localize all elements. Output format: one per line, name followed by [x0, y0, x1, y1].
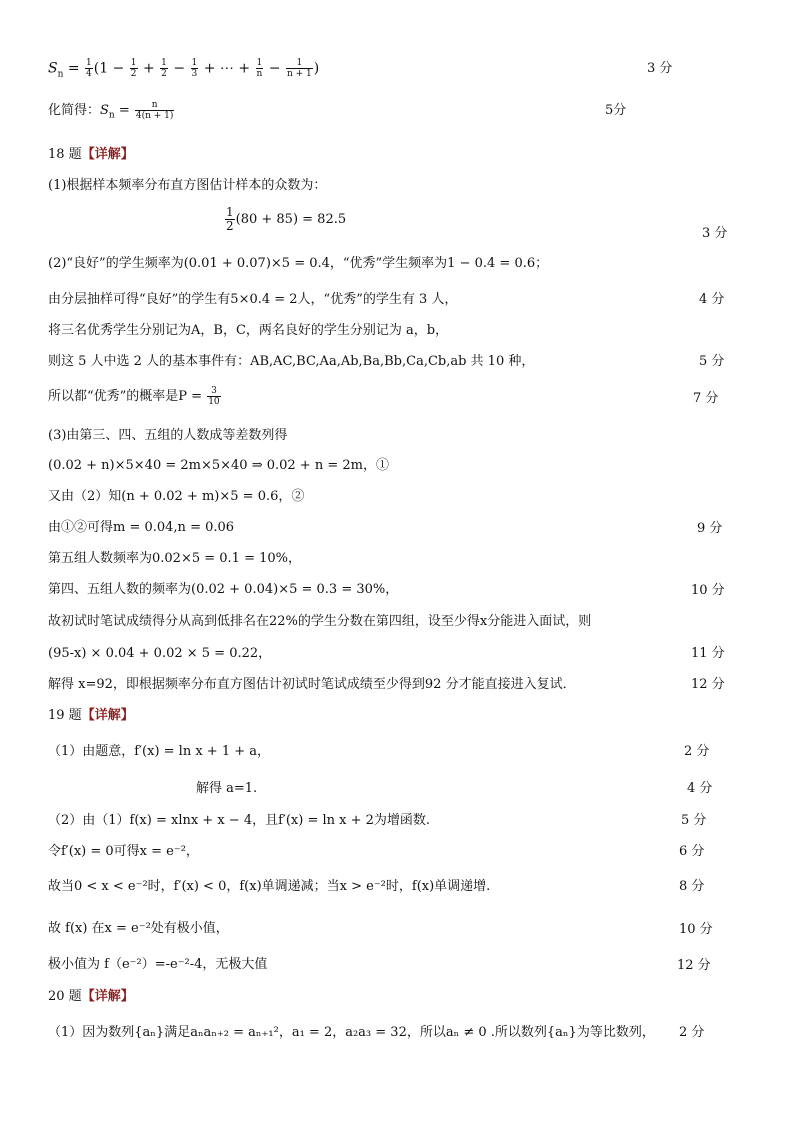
- text-line: 令f′(x) = 0可得x = e⁻²，: [48, 844, 199, 859]
- score-label: 7 分: [693, 391, 719, 406]
- text-line: (1)根据样本频率分布直方图估计样本的众数为：: [48, 178, 327, 193]
- ellipsis-plus: + ⋯ +: [199, 60, 255, 77]
- text-line: (3)由第三、四、五组的人数成等差数列得: [48, 428, 288, 443]
- minus-sign-2: −: [264, 60, 285, 77]
- equals-sign-2: =: [114, 103, 134, 118]
- paren-open: (1 −: [93, 60, 129, 77]
- sum-symbol-2: S: [100, 103, 109, 118]
- fraction-3-10: $\frac{3}{10}$: [208, 386, 220, 407]
- text-line: 由分层抽样可得“良好”的学生有5×0.4 = 2人，“优秀”的学生有 3 人，: [48, 292, 458, 307]
- fraction-one-over-n-plus-1: $\frac{1}{n + 1}$: [286, 58, 312, 79]
- section-heading-18: [48, 146, 134, 164]
- text-line: （2）由（1）f(x) = xlnx + x − 4，且f′(x) = ln x + 2为增函数.: [48, 813, 431, 828]
- fraction-third: $\frac{1}{3}$: [191, 58, 198, 79]
- solution-tag: 【详解】: [81, 147, 134, 162]
- score-label: 8 分: [679, 879, 705, 894]
- text-line: 解得 x=92，即根据频率分布直方图估计初试时笔试成绩至少得到92 分才能直接进入复试．: [48, 677, 576, 692]
- fraction-half: $\frac{1}{2}$: [226, 205, 234, 233]
- solution-tag: 【详解】: [81, 708, 134, 723]
- simplify-label: 化简得：: [48, 103, 101, 118]
- text-line: (0.02 + n)×5×40 = 2m×5×40 ⇒ 0.02 + n = 2m，①: [48, 458, 389, 473]
- text-line: 极小值为 f（e⁻²）=-e⁻²-4，无极大值: [48, 957, 268, 972]
- mode-expression: (80 + 85) = 82.5: [235, 212, 347, 227]
- minus-sign: −: [168, 60, 190, 77]
- score-label: 3 分: [702, 226, 728, 241]
- score-label: 5分: [605, 103, 627, 118]
- fraction-half-a: $\frac{1}{2}$: [130, 58, 137, 79]
- text-line: 解得 a=1.: [196, 781, 258, 796]
- text-line: 由①②可得m = 0.04,n = 0.06: [48, 520, 235, 535]
- simplified-formula: [48, 100, 175, 125]
- sum-formula: [48, 58, 319, 83]
- section-heading-20: [48, 988, 134, 1006]
- mode-formula: [224, 206, 346, 240]
- section-heading-19: [48, 707, 134, 725]
- score-label: 12 分: [691, 677, 725, 692]
- equals-sign: =: [63, 60, 85, 77]
- fraction-quarter: $\frac{1}{4}$: [86, 58, 92, 79]
- score-label: 6 分: [679, 844, 705, 859]
- question-number: 19 题: [48, 708, 82, 723]
- sum-subscript-2: n: [108, 110, 115, 121]
- score-label: 10 分: [679, 922, 713, 937]
- text-line: (2)“良好”的学生频率为(0.01 + 0.07)×5 = 0.4，“优秀”学生频率为1 − 0.4 = 0.6；: [48, 256, 549, 271]
- sum-symbol: S: [48, 60, 58, 77]
- sum-subscript: n: [57, 69, 64, 80]
- fraction-n-over-4n1: $\frac{n}{4(n + 1)}$: [135, 100, 174, 121]
- score-label: 4 分: [687, 781, 713, 796]
- score-label: 2 分: [684, 744, 710, 759]
- text-line: 故 f(x) 在x = e⁻²处有极小值，: [48, 921, 229, 936]
- solution-tag: 【详解】: [81, 989, 134, 1004]
- text-line: (95-x) × 0.04 + 0.02 × 5 = 0.22，: [48, 646, 272, 661]
- plus-sign: +: [138, 60, 160, 77]
- question-number: 20 题: [48, 989, 82, 1004]
- text-line: 则这 5 人中选 2 人的基本事件有：AB,AC,BC,Aa,Ab,Ba,Bb,Ca,Cb,ab 共 10 种，: [48, 354, 535, 369]
- score-label: 3 分: [647, 61, 673, 76]
- fraction-half-b: $\frac{1}{2}$: [161, 58, 167, 79]
- score-label: 5 分: [699, 354, 725, 369]
- text-line: 故初试时笔试成绩得分从高到低排名在22%的学生分数在第四组，设至少得x分能进入面试，则: [48, 614, 592, 629]
- text-line: 将三名优秀学生分别记为A，B，C，两名良好的学生分别记为 a，b，: [48, 323, 449, 338]
- probability-line: [48, 386, 222, 407]
- text-line: （1）因为数列{aₙ}满足aₙaₙ₊₂ = aₙ₊₁²，a₁ = 2，a₂a₃ = 32，所以aₙ ≠ 0 .所以数列{aₙ}为等比数列，: [48, 1025, 655, 1040]
- text-line: 又由（2）知(n + 0.02 + m)×5 = 0.6，②: [48, 489, 305, 504]
- score-label: 10 分: [691, 583, 725, 598]
- text-line: 第五组人数频率为0.02×5 = 0.1 = 10%，: [48, 551, 301, 566]
- score-label: 4 分: [699, 292, 725, 307]
- score-label: 11 分: [691, 646, 725, 661]
- paren-close: ): [313, 60, 320, 77]
- text-line: 故当0 < x < e⁻²时，f′(x) < 0，f(x)单调递减；当x > e⁻²时，f(x)单调递增.: [48, 879, 491, 894]
- text-line: （1）由题意，f′(x) = ln x + 1 + a，: [48, 744, 270, 759]
- score-label: 12 分: [677, 958, 711, 973]
- probability-text: 所以都“优秀”的概率是P =: [48, 389, 207, 404]
- fraction-one-over-n: $\frac{1}{n}$: [256, 58, 263, 79]
- score-label: 9 分: [697, 521, 723, 536]
- score-label: 5 分: [681, 813, 707, 828]
- question-number: 18 题: [48, 147, 82, 162]
- text-line: 第四、五组人数的频率为(0.02 + 0.04)×5 = 0.3 = 30%，: [48, 582, 399, 597]
- score-label: 2 分: [679, 1025, 705, 1040]
